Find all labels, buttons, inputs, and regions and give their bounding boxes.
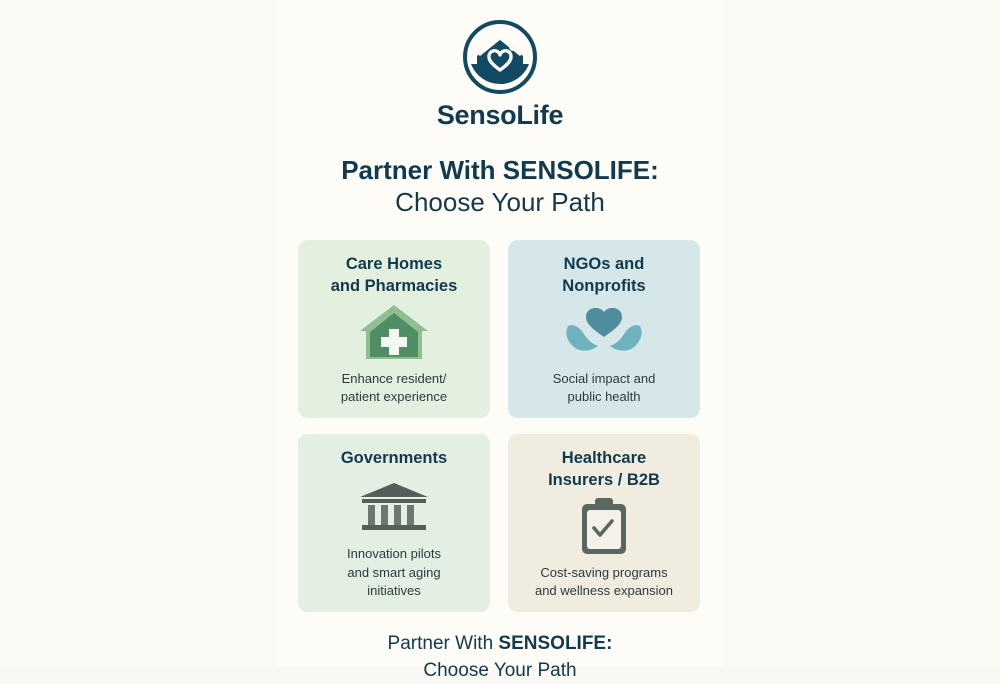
hands-holding-heart-icon (562, 299, 646, 367)
brand-name: SensoLife (436, 100, 564, 130)
card-title-line-1: Governments (340, 449, 448, 468)
footer-brand: SENSOLIFE: (498, 633, 613, 655)
card-title-line-2: Insurers / B2B (548, 470, 660, 489)
card-title (341, 448, 447, 469)
card-title-line-1: Care Homes (345, 255, 443, 274)
card-desc-line-1: Enhance resident/ (341, 370, 447, 386)
card-governments[interactable] (298, 434, 490, 612)
footer-callout (388, 632, 613, 683)
house-with-medical-cross-icon (356, 299, 432, 367)
footer-line-2: Choose Your Path (423, 660, 577, 682)
house-heart-shield-logo-icon (463, 20, 537, 94)
card-desc-line-1: Cost-saving programs (540, 564, 668, 580)
card-desc-line-2: and wellness expansion (534, 582, 674, 598)
card-desc-line-2: public health (567, 388, 641, 404)
card-description (553, 370, 656, 407)
card-title (548, 448, 660, 491)
card-title (562, 254, 645, 297)
card-title-line-1: Healthcare (561, 449, 647, 468)
card-desc-line-2: and smart aging (347, 564, 441, 580)
card-title-line-1: NGOs and (563, 255, 645, 274)
card-desc-line-3: initiatives (367, 582, 421, 598)
card-desc-line-1: Social impact and (552, 370, 656, 386)
headline-line-1: Partner With SENSOLIFE: (341, 155, 659, 185)
classical-bank-building-icon (354, 472, 434, 543)
card-desc-line-1: Innovation pilots (347, 546, 441, 562)
footer-line-1 (388, 632, 613, 657)
card-description (347, 545, 441, 600)
card-title-line-2: Nonprofits (562, 276, 646, 295)
card-desc-line-2: patient experience (340, 388, 448, 404)
brand-logo (437, 20, 563, 131)
partner-path-grid (298, 240, 702, 612)
card-healthcare-insurers[interactable] (508, 434, 700, 612)
card-title-line-2: and Pharmacies (330, 276, 458, 295)
clipboard-checklist-icon (576, 493, 632, 561)
card-ngos-nonprofits[interactable] (508, 240, 700, 418)
footer-prefix: Partner With (387, 633, 499, 655)
card-title (331, 254, 458, 297)
card-description (535, 564, 673, 601)
page-title (341, 155, 659, 218)
card-description (341, 370, 447, 407)
card-care-homes[interactable] (298, 240, 490, 418)
headline-line-2: Choose Your Path (395, 186, 605, 217)
